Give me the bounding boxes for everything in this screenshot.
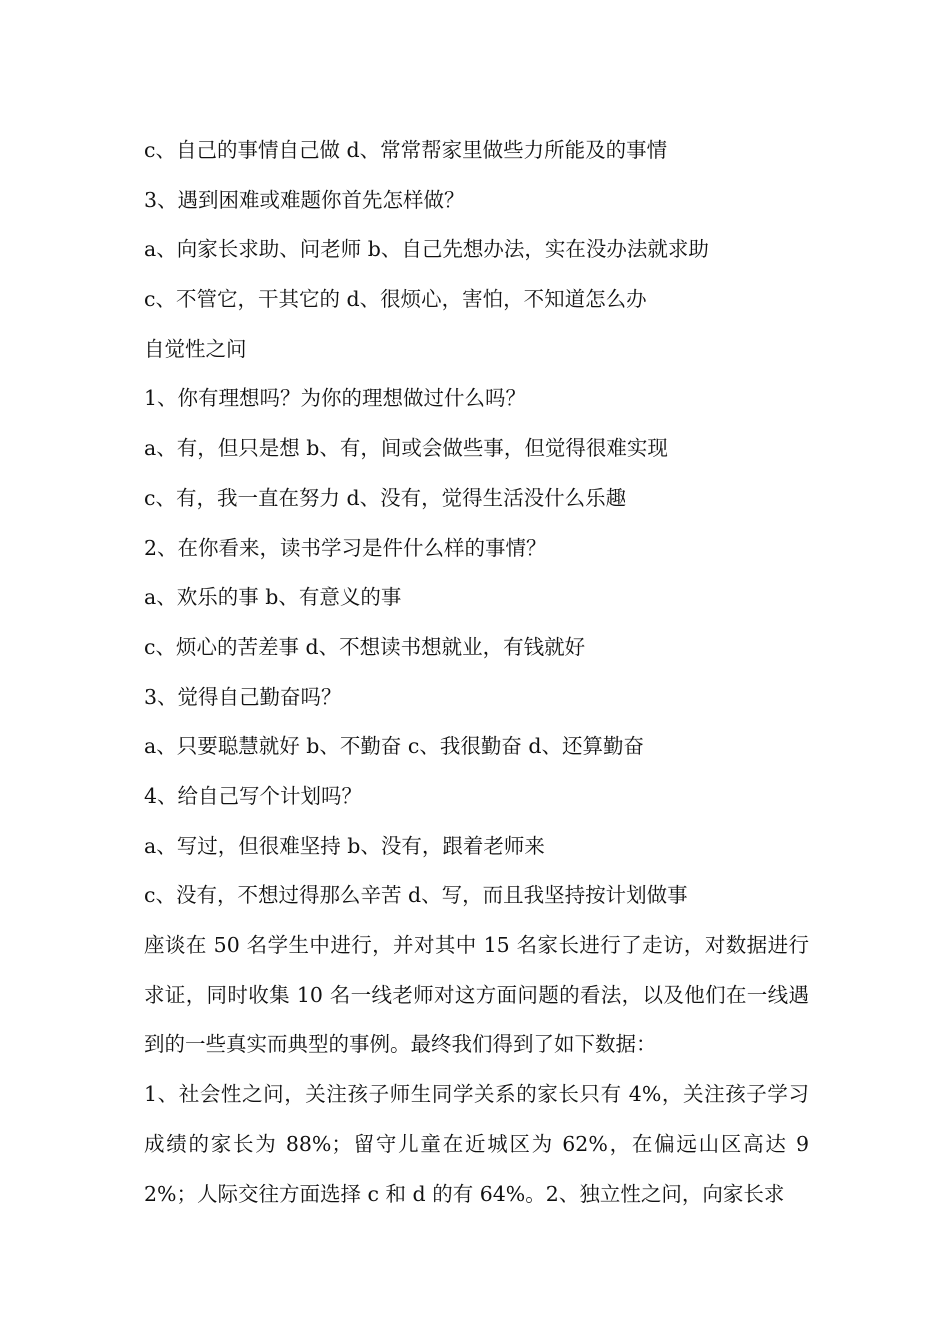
option-line: a、只要聪慧就好 b、不勤奋 c、我很勤奋 d、还算勤奋 [144,734,644,759]
body-paragraph: 座谈在 50 名学生中进行，并对其中 15 名家长进行了走访，对数据进行求证，同时收集 10 名一线老师对这方面问题的看法，以及他们在一线遇到的一些真实而典型的事例。最终我们得到了如下数据： [144,933,809,1057]
question-line: 3、遇到困难或难题你首先怎样做？ [144,187,465,212]
option-line: c、烦心的苦差事 d、不想读书想就业，有钱就好 [144,634,586,659]
document-body [144,126,809,1219]
option-line: a、有，但只是想 b、有，间或会做些事，但觉得很难实现 [144,436,668,461]
question-line: 2、在你看来，读书学习是件什么样的事情？ [144,535,547,560]
option-line: c、有，我一直在努力 d、没有，觉得生活没什么乐趣 [144,485,627,510]
question-line: 4、给自己写个计划吗？ [144,783,363,808]
option-line: c、自己的事情自己做 d、常常帮家里做些力所能及的事情 [144,138,668,162]
body-paragraph: 1、社会性之问，关注孩子师生同学关系的家长只有 4%，关注孩子学习成绩的家长为 88%；留守儿童在近城区为 62%，在偏远山区高达 92%；人际交往方面选择 c 和 d 的有 64%。2、独立性之问，向家长求 [144,1082,809,1206]
option-line: c、没有，不想过得那么辛苦 d、写，而且我坚持按计划做事 [144,883,688,908]
option-line: a、写过，但很难坚持 b、没有，跟着老师来 [144,833,545,858]
option-line: c、不管它，干其它的 d、很烦心，害怕，不知道怎么办 [144,287,647,312]
section-heading: 自觉性之问 [144,336,247,361]
question-line: 1、你有理想吗？为你的理想做过什么吗？ [144,386,527,411]
question-line: 3、觉得自己勤奋吗？ [144,684,342,709]
option-line: a、向家长求助、问老师 b、自己先想办法，实在没办法就求助 [144,237,709,262]
option-line: a、欢乐的事 b、有意义的事 [144,585,402,610]
